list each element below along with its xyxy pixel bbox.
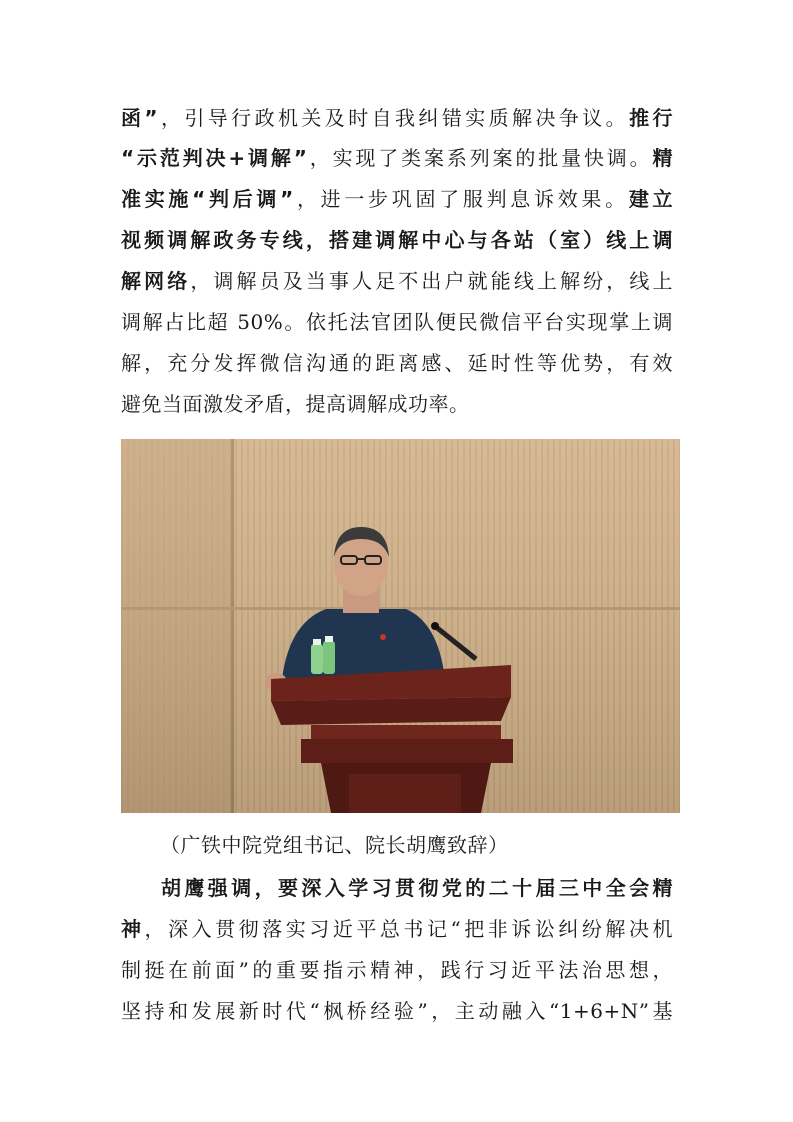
text-line: 胡鹰强调，要深入学习贯彻党的二十届三中全会精	[161, 876, 673, 900]
text-line: 制挺在前面”的重要指示精神，践行习近平法治思想，	[121, 958, 673, 982]
text-line: 坚持和发展新时代“枫桥经验”，主动融入“1+6+N”基	[121, 999, 673, 1023]
text-line: 函”，引导行政机关及时自我纠错实质解决争议。推行	[121, 106, 673, 130]
text-line: 神，深入贯彻落实习近平总书记“把非诉讼纠纷解决机	[121, 917, 674, 941]
text-line: “示范判决+调解”，实现了类案系列案的批量快调。精	[121, 146, 674, 170]
photo-caption: （广铁中院党组书记、院长胡鹰致辞）	[160, 833, 509, 857]
text-line: 解网络，调解员及当事人足不出户就能线上解纷，线上	[121, 269, 674, 293]
text-line: 解，充分发挥微信沟通的距离感、延时性等优势，有效	[121, 351, 673, 375]
text-line: 避免当面激发矛盾，提高调解成功率。	[121, 392, 470, 416]
text-line: 准实施“判后调”，进一步巩固了服判息诉效果。建立	[121, 187, 674, 211]
text-line: 视频调解政务专线，搭建调解中心与各站（室）线上调	[121, 228, 673, 252]
text-line: 调解占比超 50%。依托法官团队便民微信平台实现掌上调	[121, 310, 673, 334]
speaker-photo	[121, 439, 680, 813]
